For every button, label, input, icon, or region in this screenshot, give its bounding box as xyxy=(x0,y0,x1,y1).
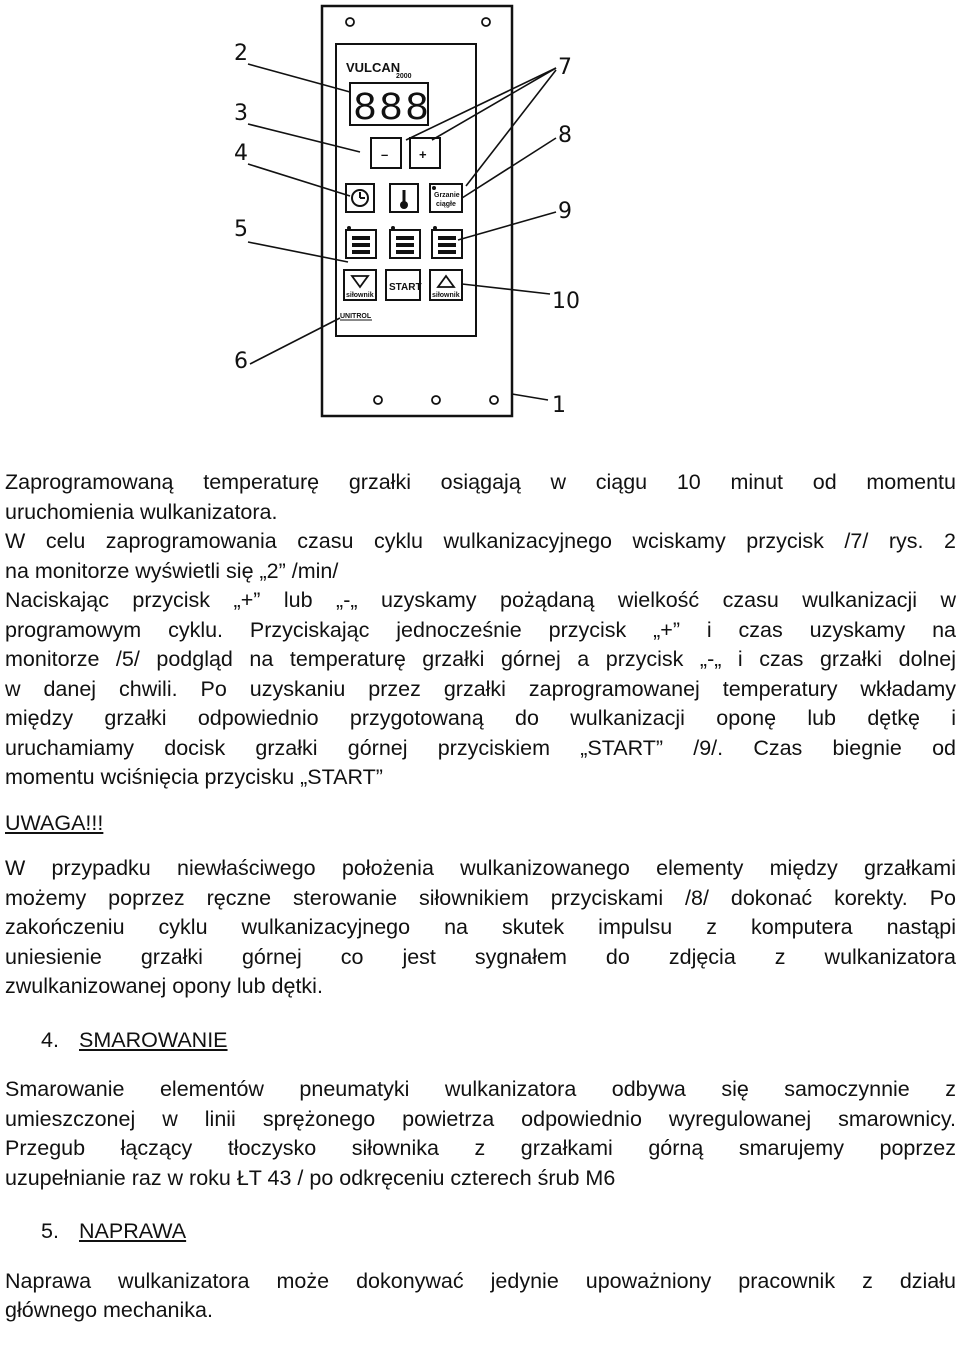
actuator-down-button[interactable] xyxy=(344,270,376,300)
text-line: W celu zaprogramowania czasu cyklu wulkanizacyjnego wciskamy przycisk /7/ rys. 2 xyxy=(5,529,956,553)
callout-5: 5 xyxy=(234,217,248,242)
callout-9: 9 xyxy=(558,199,572,224)
callout-8: 8 xyxy=(558,123,572,148)
text-line: monitorze /5/ podgląd na temperaturę grzałki górnej a przycisk „-„ i czas grzałki dolnej xyxy=(5,647,956,671)
text-line: uniesienie grzałki górnej co jest sygnałem do zdjęcia z wulkanizatora xyxy=(5,944,956,969)
maker-label: UNITROL xyxy=(340,313,372,320)
minus-label: – xyxy=(381,147,389,162)
text-line: umieszczonej w linii sprężonego powietrza odpowiednio wyregulowanej smarownicy. xyxy=(5,1106,956,1131)
text-line: W przypadku niewłaściwego położenia wulkanizowanego elementy między grzałkami xyxy=(5,856,956,880)
heating-mode-button-1[interactable] xyxy=(346,226,376,258)
start-label: START xyxy=(389,282,422,293)
mount-hole xyxy=(490,396,498,404)
plus-button[interactable] xyxy=(410,138,440,168)
callout-7: 7 xyxy=(558,55,572,80)
paragraph-repair xyxy=(5,1267,956,1326)
text-line: uruchomienia wulkanizatora. xyxy=(5,499,278,524)
heating-mode-button-2[interactable] xyxy=(390,226,420,258)
callout-1: 1 xyxy=(552,393,566,418)
mount-hole xyxy=(346,18,354,26)
callout-10: 10 xyxy=(552,289,580,314)
paragraph-lubrication xyxy=(5,1075,956,1193)
callout-2: 2 xyxy=(234,41,248,66)
text-line: uzupełnianie raz w roku ŁT 43 / po odkręceniu czterech śrub M6 xyxy=(5,1165,616,1190)
text-line: Naciskając przycisk „+” lub „-„ uzyskamy pożądaną wielkość czasu wulkanizacji w xyxy=(5,588,956,612)
paragraph-cycle-programming xyxy=(5,468,956,793)
grzanie-label-line1: Grzanie xyxy=(434,192,460,199)
display-digits: 888 xyxy=(353,87,432,132)
continuous-heating-button[interactable] xyxy=(430,184,462,212)
text-line: głównego mechanika. xyxy=(5,1298,213,1322)
temperature-button[interactable] xyxy=(390,184,418,212)
triangle-up-icon xyxy=(438,276,454,287)
timer-button[interactable] xyxy=(346,184,374,212)
callout-6: 6 xyxy=(234,349,248,374)
brand-label: VULCAN xyxy=(346,60,401,75)
triangle-down-icon xyxy=(352,276,368,287)
section-heading-lubrication xyxy=(41,1026,956,1056)
silownik-down-label: siłownik xyxy=(346,292,374,299)
grzanie-label-line2: ciągłe xyxy=(436,201,456,208)
mount-hole xyxy=(482,18,490,26)
text-line: między grzałki odpowiednio przygotowaną do wulkanizacji oponę lub dętkę i xyxy=(5,706,956,730)
callout-4: 4 xyxy=(234,141,248,166)
mount-hole xyxy=(374,396,382,404)
section-title: SMAROWANIE xyxy=(79,1027,228,1052)
warning-heading: UWAGA!!! xyxy=(5,810,104,835)
text-line: uruchamiamy docisk grzałki górnej przyciskiem „START” /9/. Czas biegnie od xyxy=(5,735,956,760)
text-line: Naprawa wulkanizatora może dokonywać jedynie upoważniony pracownik z działu xyxy=(5,1268,956,1293)
mount-hole xyxy=(432,396,440,404)
text-line: momentu wciśnięcia przycisku „START” xyxy=(5,765,383,789)
text-line: Zaprogramowaną temperaturę grzałki osiągają w ciągu 10 minut od momentu xyxy=(5,470,956,494)
paragraph-manual-correction xyxy=(5,854,956,1002)
text-line: Smarowanie elementów pneumatyki wulkanizatora odbywa się samoczynnie z xyxy=(5,1077,956,1101)
minus-button[interactable] xyxy=(371,138,401,168)
actuator-up-button[interactable] xyxy=(430,270,462,300)
section-number: 4. xyxy=(41,1027,59,1052)
text-line: zwulkanizowanej opony lub dętki. xyxy=(5,974,323,998)
device-figure xyxy=(0,0,960,430)
text-line: Przegub łączący tłoczysko siłownika z grzałkami górną smarujemy poprzez xyxy=(5,1136,956,1160)
callout-3: 3 xyxy=(234,101,248,126)
heating-mode-button-3[interactable] xyxy=(432,226,462,258)
instruction-text xyxy=(5,468,956,1326)
brand-sub-label: 2000 xyxy=(396,73,412,80)
start-button[interactable] xyxy=(386,270,422,300)
section-heading-repair xyxy=(41,1217,956,1247)
text-line: możemy poprzez ręczne sterowanie siłownikiem przyciskami /8/ dokonać korekty. Po xyxy=(5,885,956,910)
silownik-up-label: siłownik xyxy=(432,292,460,299)
text-line: programowym cyklu. Przyciskając jednocześnie przycisk „+” i czas uzyskamy na xyxy=(5,617,956,642)
section-number: 5. xyxy=(41,1219,59,1243)
text-line: na monitorze wyświetli się „2” /min/ xyxy=(5,558,339,583)
text-line: zakończeniu cyklu wulkanizacyjnego na skutek impulsu z komputera nastąpi xyxy=(5,915,956,939)
text-line: w danej chwili. Po uzyskaniu przez grzałki zaprogramowanej temperatury wkładamy xyxy=(5,676,956,701)
plus-label: + xyxy=(419,147,427,162)
section-title: NAPRAWA xyxy=(79,1219,187,1243)
